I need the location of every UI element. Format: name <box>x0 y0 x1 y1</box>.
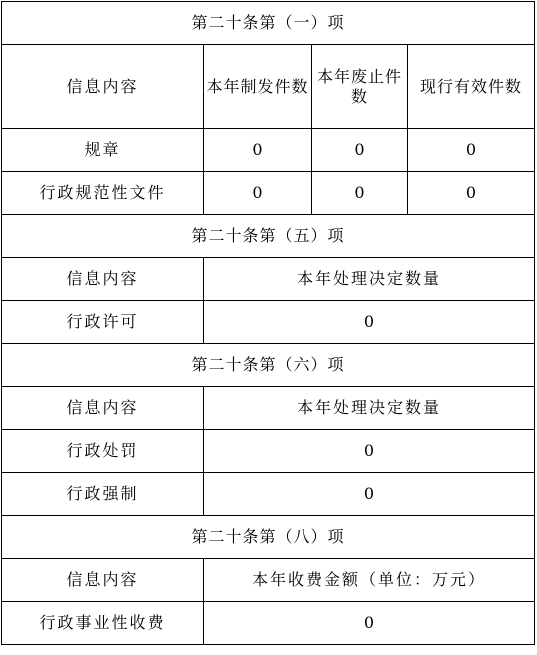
disclosure-table <box>1 1 535 645</box>
section-title-row <box>2 215 535 258</box>
cell-value: 0 <box>204 473 535 516</box>
header-effective-count: 现行有效件数 <box>408 45 535 129</box>
header-row <box>2 258 535 301</box>
cell-value: 0 <box>204 602 535 645</box>
header-info-content: 信息内容 <box>2 559 204 602</box>
cell-value: 0 <box>408 172 535 215</box>
header-info-content: 信息内容 <box>2 258 204 301</box>
section-title-row <box>2 344 535 387</box>
header-row <box>2 387 535 430</box>
table-row <box>2 473 535 516</box>
row-label: 行政强制 <box>2 473 204 516</box>
header-row <box>2 559 535 602</box>
table-row <box>2 172 535 215</box>
section-title-row <box>2 516 535 559</box>
section-title: 第二十条第（五）项 <box>2 215 535 258</box>
header-repealed-count: 本年废止件数 <box>312 45 408 129</box>
section-title: 第二十条第（一）项 <box>2 2 535 45</box>
table-row <box>2 602 535 645</box>
row-label: 行政许可 <box>2 301 204 344</box>
section-title: 第二十条第（六）项 <box>2 344 535 387</box>
table-row <box>2 301 535 344</box>
header-row <box>2 45 535 129</box>
header-info-content: 信息内容 <box>2 45 204 129</box>
table-row <box>2 129 535 172</box>
cell-value: 0 <box>204 172 312 215</box>
header-fee-amount: 本年收费金额（单位：万元） <box>204 559 535 602</box>
header-issued-count: 本年制发件数 <box>204 45 312 129</box>
header-decision-count: 本年处理决定数量 <box>204 387 535 430</box>
cell-value: 0 <box>204 129 312 172</box>
section-title: 第二十条第（八）项 <box>2 516 535 559</box>
header-decision-count: 本年处理决定数量 <box>204 258 535 301</box>
cell-value: 0 <box>312 129 408 172</box>
cell-value: 0 <box>204 301 535 344</box>
row-label: 行政规范性文件 <box>2 172 204 215</box>
cell-value: 0 <box>408 129 535 172</box>
cell-value: 0 <box>204 430 535 473</box>
row-label: 行政事业性收费 <box>2 602 204 645</box>
cell-value: 0 <box>312 172 408 215</box>
table-row <box>2 430 535 473</box>
row-label: 行政处罚 <box>2 430 204 473</box>
section-title-row <box>2 2 535 45</box>
header-info-content: 信息内容 <box>2 387 204 430</box>
row-label: 规章 <box>2 129 204 172</box>
